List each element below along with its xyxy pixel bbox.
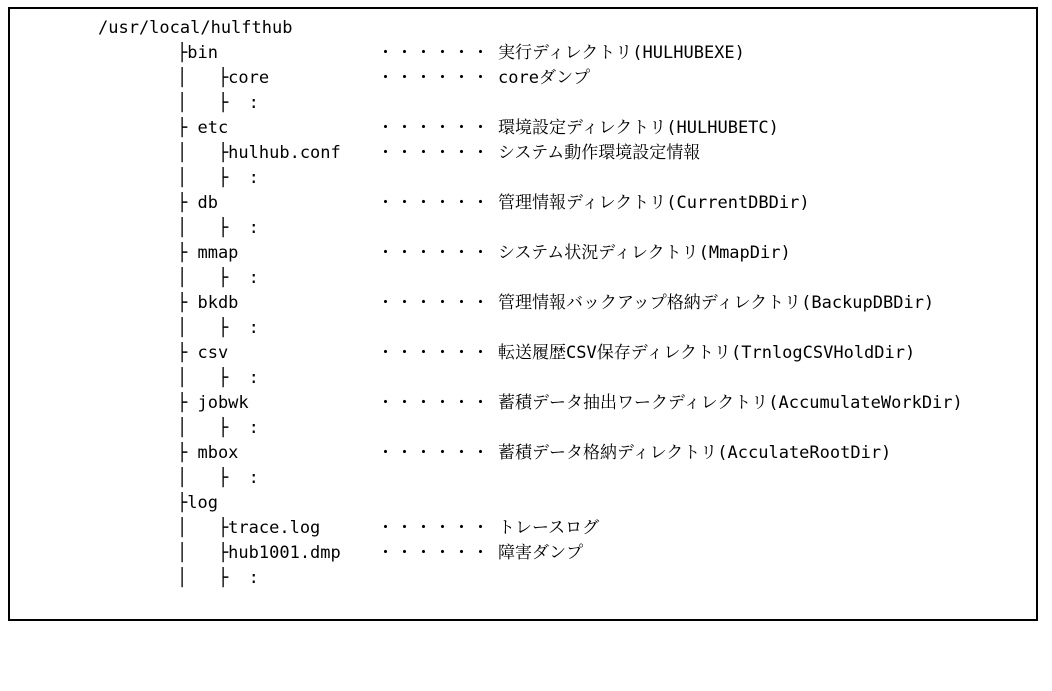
tree-path: ├ etc xyxy=(177,118,229,138)
leader-dots: ・・・・・・ xyxy=(377,118,491,138)
description: システム動作環境設定情報 xyxy=(498,143,701,163)
tree-row xyxy=(0,291,1052,316)
tree-row xyxy=(0,316,1052,341)
tree-path: ├ bkdb xyxy=(177,293,239,313)
description: トレースログ xyxy=(498,518,600,538)
tree-row xyxy=(0,266,1052,291)
tree-path: │ ├ : xyxy=(177,468,259,488)
description: システム状況ディレクトリ(MmapDir) xyxy=(498,243,791,263)
tree-path: │ ├ : xyxy=(177,268,259,288)
leader-dots: ・・・・・・ xyxy=(377,293,491,313)
leader-dots: ・・・・・・ xyxy=(377,393,491,413)
leader-dots: ・・・・・・ xyxy=(377,518,491,538)
description: 障害ダンプ xyxy=(498,543,584,563)
tree-path: ├ mmap xyxy=(177,243,239,263)
directory-tree xyxy=(0,16,1052,591)
leader-dots: ・・・・・・ xyxy=(377,68,491,88)
tree-row xyxy=(0,41,1052,66)
tree-path: │ ├ : xyxy=(177,93,259,113)
description: coreダンプ xyxy=(498,68,591,88)
tree-path: │ ├ : xyxy=(177,418,259,438)
tree-path: │ ├ : xyxy=(177,168,259,188)
description: 環境設定ディレクトリ(HULHUBETC) xyxy=(498,118,779,138)
tree-row xyxy=(0,341,1052,366)
leader-dots: ・・・・・・ xyxy=(377,193,491,213)
tree-path: ├bin xyxy=(177,43,218,63)
tree-path: │ ├ : xyxy=(177,218,259,238)
tree-row xyxy=(0,416,1052,441)
description: 転送履歴CSV保存ディレクトリ(TrnlogCSVHoldDir) xyxy=(498,343,916,363)
leader-dots: ・・・・・・ xyxy=(377,143,491,163)
leader-dots: ・・・・・・ xyxy=(377,343,491,363)
tree-row xyxy=(0,141,1052,166)
tree-path: │ ├core xyxy=(177,68,270,88)
description: 管理情報ディレクトリ(CurrentDBDir) xyxy=(498,193,810,213)
tree-row xyxy=(0,391,1052,416)
tree-row xyxy=(0,91,1052,116)
tree-row xyxy=(0,491,1052,516)
description: 蓄積データ抽出ワークディレクトリ(AccumulateWorkDir) xyxy=(498,393,963,413)
tree-row xyxy=(0,566,1052,591)
tree-row xyxy=(0,16,1052,41)
tree-row xyxy=(0,366,1052,391)
tree-path: ├ csv xyxy=(177,343,229,363)
description: 蓄積データ格納ディレクトリ(AcculateRootDir) xyxy=(498,443,892,463)
tree-path: │ ├trace.log xyxy=(177,518,321,538)
tree-path: │ ├hulhub.conf xyxy=(177,143,341,163)
tree-path: │ ├ : xyxy=(177,318,259,338)
tree-row xyxy=(0,441,1052,466)
tree-path: ├ db xyxy=(177,193,218,213)
tree-row xyxy=(0,241,1052,266)
tree-path: /usr/local/hulfthub xyxy=(98,18,293,38)
leader-dots: ・・・・・・ xyxy=(377,243,491,263)
tree-path: ├ jobwk xyxy=(177,393,249,413)
leader-dots: ・・・・・・ xyxy=(377,43,491,63)
leader-dots: ・・・・・・ xyxy=(377,443,491,463)
tree-path: │ ├hub1001.dmp xyxy=(177,543,341,563)
tree-path: ├log xyxy=(177,493,218,513)
tree-row xyxy=(0,516,1052,541)
tree-row xyxy=(0,466,1052,491)
description: 実行ディレクトリ(HULHUBEXE) xyxy=(498,43,745,63)
tree-path: ├ mbox xyxy=(177,443,239,463)
tree-path: │ ├ : xyxy=(177,568,259,588)
tree-row xyxy=(0,541,1052,566)
tree-path: │ ├ : xyxy=(177,368,259,388)
tree-row xyxy=(0,216,1052,241)
description: 管理情報バックアップ格納ディレクトリ(BackupDBDir) xyxy=(498,293,935,313)
tree-row xyxy=(0,166,1052,191)
tree-row xyxy=(0,191,1052,216)
tree-row xyxy=(0,66,1052,91)
tree-row xyxy=(0,116,1052,141)
leader-dots: ・・・・・・ xyxy=(377,543,491,563)
